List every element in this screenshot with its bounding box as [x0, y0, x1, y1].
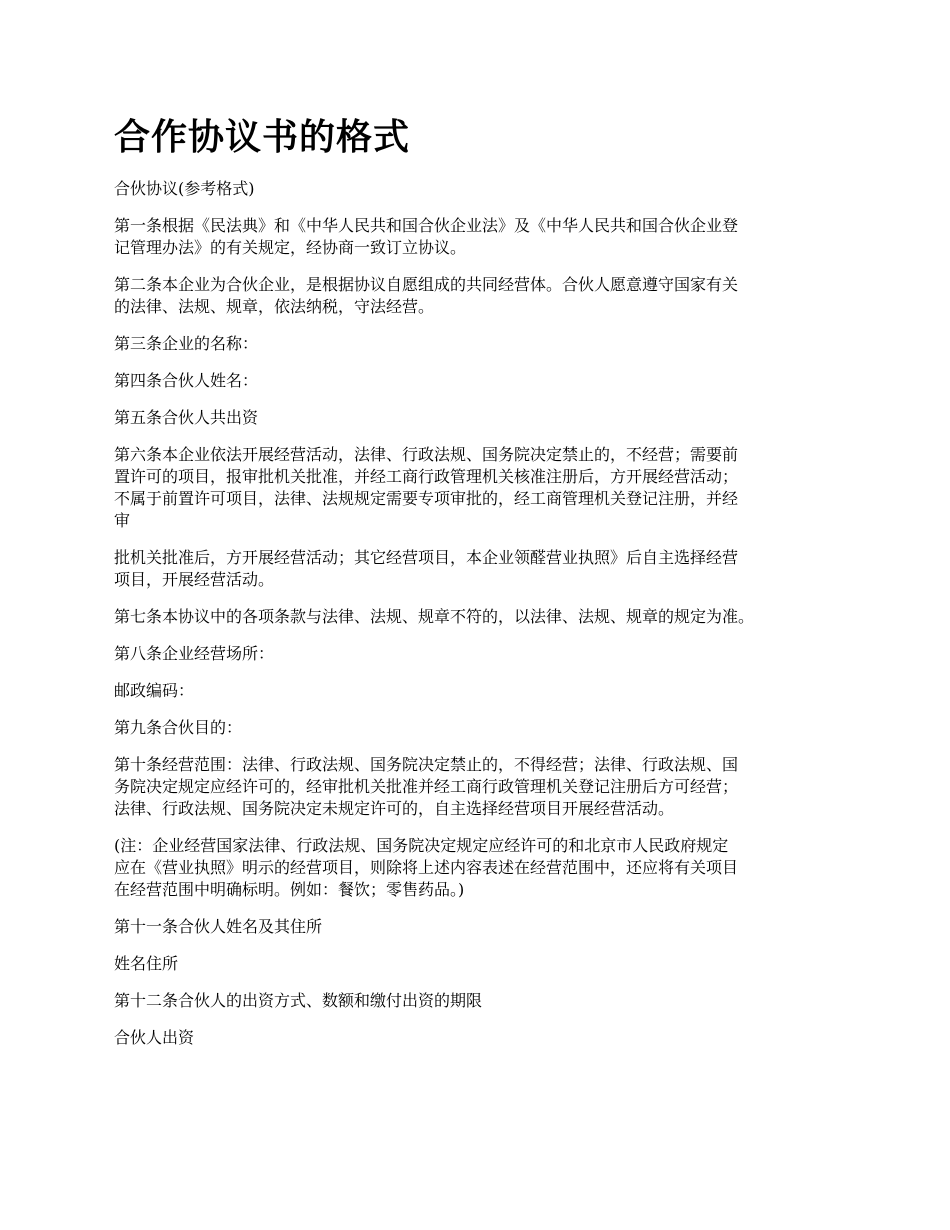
document-page: [114, 112, 854, 1064]
paragraph-heading-reference: 合伙协议(参考格式): [114, 179, 255, 198]
paragraph-article-1: 第一条根据《民法典》和《中华人民共和国合伙企业法》及《中华人民共和国合伙企业登 记管理办法》的有关规定，经协商一致订立协议。: [114, 216, 739, 257]
paragraph-name-address: 姓名住所: [114, 954, 179, 973]
paragraph-article-7: 第七条本协议中的各项条款与法律、法规、规章不符的，以法律、法规、规章的规定为准。: [114, 607, 755, 626]
document-title: 合作协议书的格式: [114, 116, 411, 158]
paragraph-postal-code: 邮政编码：: [114, 681, 195, 700]
paragraph-article-6: 第六条本企业依法开展经营活动，法律、行政法规、国务院决定禁止的，不经营；需要前 置许可的项目，报审批机关批准，并经工商行政管理机关核准注册后，方开展经营活动； 不属于前置许可项目，法律、法规规定需要专项审批的，经工商管理机关登记注册，并经 审: [114, 445, 739, 530]
paragraph-article-9: 第九条合伙目的：: [114, 718, 243, 737]
paragraph-article-4: 第四条合伙人姓名：: [114, 371, 259, 390]
paragraph-partner-contribution: 合伙人出资: [114, 1028, 195, 1047]
paragraph-note: (注：企业经营国家法律、行政法规、国务院决定规定应经许可的和北京市人民政府规定 应在《营业执照》明示的经营项目，则除将上述内容表述在经营范围中，还应将有关项目 在经营范围中明确标明。例如：餐饮；零售药品。): [114, 836, 739, 899]
paragraph-article-10: 第十条经营范围：法律、行政法规、国务院决定禁止的，不得经营；法律、行政法规、国 务院决定规定应经许可的，经审批机关批准并经工商行政管理机关登记注册后方可经营； 法律、行政法规、国务院决定未规定许可的，自主选择经营项目开展经营活动。: [114, 755, 739, 818]
paragraph-article-12: 第十二条合伙人的出资方式、数额和缴付出资的期限: [114, 991, 483, 1010]
paragraph-article-11: 第十一条合伙人姓名及其住所: [114, 917, 323, 936]
paragraph-article-5: 第五条合伙人共出资: [114, 408, 259, 427]
paragraph-article-6-continued: 批机关批准后，方开展经营活动；其它经营项目，本企业领醛营业执照》后自主选择经营 项目，开展经营活动。: [114, 548, 739, 589]
paragraph-article-2: 第二条本企业为合伙企业，是根据协议自愿组成的共同经营体。合伙人愿意遵守国家有关 的法律、法规、规章，依法纳税，守法经营。: [114, 275, 739, 316]
paragraph-article-8: 第八条企业经营场所：: [114, 644, 275, 663]
paragraph-article-3: 第三条企业的名称：: [114, 334, 259, 353]
